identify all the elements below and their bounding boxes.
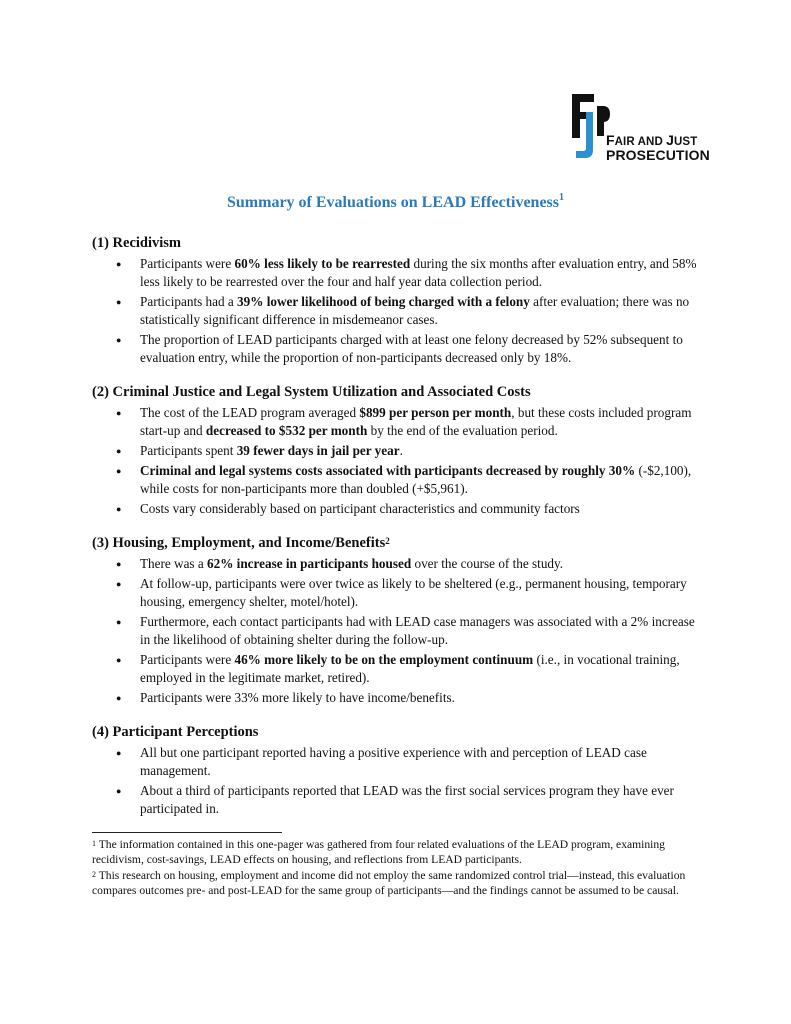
section	[92, 234, 702, 367]
bullet-item	[92, 613, 702, 649]
section-heading	[92, 383, 702, 401]
body-text: All but one participant reported having a positive experience with and perception of LEAD case management.	[140, 745, 647, 778]
section-heading	[92, 534, 702, 552]
bullet-item	[92, 689, 702, 707]
body-text: (-$2,100), while costs for non-participants more than doubled (+$5,961).	[140, 463, 692, 496]
logo-text-line2: PROSECUTION	[606, 147, 710, 163]
body-text: during the six months after evaluation entry, and 58% less likely to be rearrested over the four and half year data collection period.	[140, 256, 697, 289]
body-text: There was a	[140, 556, 207, 571]
section-heading-text: (4) Participant Perceptions	[92, 724, 259, 740]
bullet-item	[92, 462, 702, 498]
bullet-list	[92, 555, 702, 707]
bullet-item	[92, 331, 702, 367]
bold-text: Criminal and legal systems costs associated with participants decreased by roughly 30%	[140, 463, 636, 478]
bullet-list	[92, 744, 702, 818]
section-heading-text: (3) Housing, Employment, and Income/Benefits	[92, 535, 386, 551]
body-text: by the end of the evaluation period.	[367, 423, 558, 438]
section	[92, 383, 702, 518]
document-title: Summary of Evaluations on LEAD Effectiveness$^1$	[226, 192, 564, 211]
bullet-item	[92, 782, 702, 818]
body-text: , but these costs included program start-up and	[140, 405, 692, 438]
body-text: Participants had a	[140, 294, 238, 309]
body-text: About a third of participants reported that LEAD was the first social services program they have ever participated in.	[140, 783, 674, 816]
body-text: Furthermore, each contact participants had with LEAD case managers was associated with a 2% increase in the likelihood of obtaining shelter during the follow-up.	[140, 614, 695, 647]
body-text: At follow-up, participants were over twice as likely to be sheltered (e.g., permanent housing, temporary housing, emergency shelter, motel/hotel).	[140, 576, 687, 609]
bold-text: 62% increase in participants housed	[207, 556, 412, 571]
fair-and-just-prosecution-logo	[570, 92, 710, 172]
bullet-list	[92, 404, 702, 518]
section	[92, 723, 702, 818]
bold-text: 39% lower likelihood of being charged with a felony	[237, 294, 530, 309]
body-text: Participants spent	[140, 443, 237, 458]
footnote	[92, 838, 702, 867]
section-heading-text: (2) Criminal Justice and Legal System Utilization and Associated Costs	[92, 384, 531, 400]
title-footnote-ref[interactable]: 1	[559, 192, 564, 203]
body-text: Participants were 33% more likely to have income/benefits.	[140, 690, 455, 705]
body-text: over the course of the study.	[411, 556, 564, 571]
bullet-list	[92, 255, 702, 367]
fjp-monogram-icon	[570, 92, 610, 160]
bullet-item	[92, 500, 702, 518]
footnote-divider	[92, 832, 282, 833]
footnotes	[92, 838, 702, 900]
body-text: The cost of the LEAD program averaged	[140, 405, 360, 420]
section-heading	[92, 234, 702, 252]
body-text: Costs vary considerably based on participant characteristics and community factors	[140, 501, 580, 516]
bullet-item	[92, 293, 702, 329]
footnote-number: 1	[92, 839, 96, 848]
bullet-item	[92, 651, 702, 687]
bold-text: decreased to $532 per month	[205, 423, 368, 438]
footnote-text: This research on housing, employment and income did not employ the same randomized control trial—instead, this evaluation compares outcomes pre- and post-LEAD for the same group of participants—and the findings cannot be assumed to be causal.	[92, 869, 686, 897]
body-text: The proportion of LEAD participants charged with at least one felony decreased by 52% subsequent to evaluation entry, while the proportion of non-participants decreased only by 18%.	[140, 332, 683, 365]
body-text: Participants were	[140, 652, 235, 667]
bullet-item	[92, 575, 702, 611]
footnote-text: The information contained in this one-pager was gathered from four related evaluations of the LEAD program, examining recidivism, cost-savings, LEAD effects on housing, and reflections from LEAD participants.	[92, 838, 665, 866]
section-heading-text: (1) Recidivism	[92, 235, 181, 251]
bold-text: 39 fewer days in jail per year	[236, 443, 400, 458]
bullet-item	[92, 555, 702, 573]
section-heading	[92, 723, 702, 741]
document-body	[92, 234, 702, 834]
bold-text: 46% more likely to be on the employment continuum	[234, 652, 534, 667]
bold-text: 60% less likely to be rearrested	[234, 256, 411, 271]
footnote	[92, 869, 702, 898]
bullet-item	[92, 744, 702, 780]
body-text: Participants were	[140, 256, 235, 271]
body-text: after evaluation; there was no statistically significant difference in misdemeanor cases.	[140, 294, 690, 327]
bullet-item	[92, 442, 702, 460]
body-text: (i.e., in vocational training, employed in the legitimate market, retired).	[140, 652, 680, 685]
body-text: .	[399, 443, 403, 458]
bold-text: $899 per person per month	[359, 405, 512, 420]
logo-text-line1: FAIR AND JUST	[606, 132, 698, 148]
bullet-item	[92, 404, 702, 440]
heading-footnote-ref[interactable]: 2	[385, 536, 390, 546]
section	[92, 534, 702, 707]
bullet-item	[92, 255, 702, 291]
footnote-number: 2	[92, 870, 96, 879]
